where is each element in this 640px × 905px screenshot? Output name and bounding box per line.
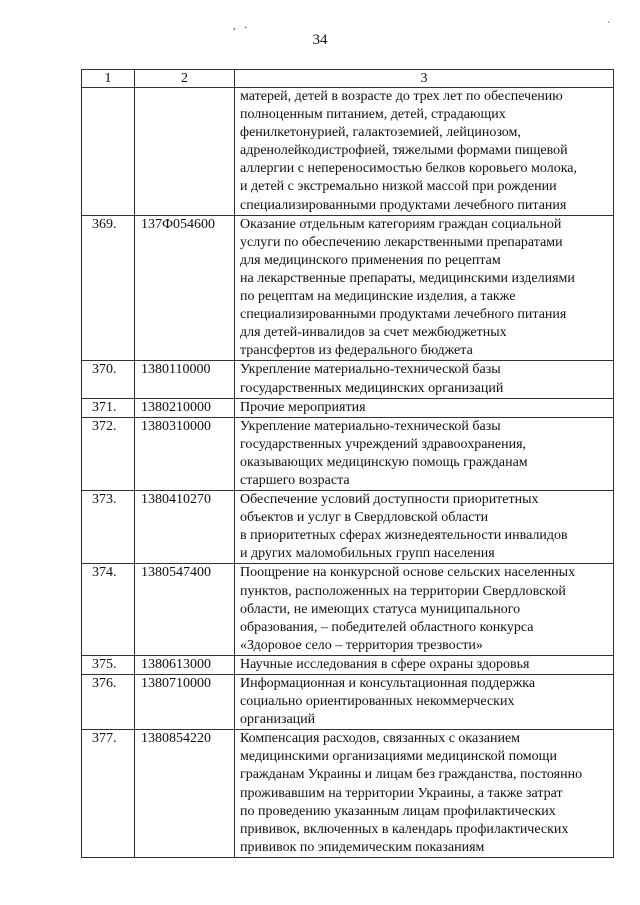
description-line: оказывающих медицинскую помощь гражданам (240, 454, 528, 470)
row-code: 1380613000 (135, 655, 235, 674)
page-number: 34 (312, 32, 328, 48)
row-number (82, 88, 135, 216)
description-line: фенилкетонурией, галактоземией, лейцинозом, (240, 125, 521, 141)
description-line: Прочие мероприятия (240, 399, 366, 415)
row-number: 373. (82, 491, 135, 564)
row-code: 1380410270 (135, 491, 235, 564)
description-line: аллергии с непереносимостью белков коровьего молока, (240, 161, 578, 177)
description-line: специализированными продуктами лечебного питания (240, 197, 567, 213)
row-number: 372. (82, 417, 135, 490)
description-line: трансфертов из федерального бюджета (240, 343, 473, 359)
row-description (235, 417, 614, 490)
description-line: государственных учреждений здравоохранения, (240, 436, 527, 452)
row-description (235, 361, 614, 398)
scan-mark: · (244, 23, 248, 34)
description-line: в приоритетных сферах жизнедеятельности инвалидов (240, 528, 568, 544)
row-description (235, 491, 614, 564)
description-line: старшего возраста (240, 472, 350, 488)
description-line: Информационная и консультационная поддержка (240, 676, 536, 691)
row-code: 137Ф054600 (135, 215, 235, 361)
description-line: и других маломобильных групп населения (240, 546, 495, 562)
description-line: по проведению указанным лицам профилактических (240, 803, 556, 819)
description-line: Научные исследования в сфере охраны здоровья (240, 656, 530, 672)
description-line: области, не имеющих статуса муниципального (240, 601, 521, 617)
description-line: социально ориентированных некоммерческих (240, 694, 515, 710)
table-row (82, 655, 614, 674)
table-row (82, 564, 614, 655)
row-code: 1380110000 (135, 361, 235, 398)
description-line: Укрепление материально-технической базы (240, 418, 501, 434)
row-description (235, 675, 614, 730)
description-line: Поощрение на конкурсной основе сельских населенных (240, 565, 576, 581)
description-line: объектов и услуг в Свердловской области (240, 510, 489, 526)
table-row (82, 675, 614, 730)
row-number: 369. (82, 215, 135, 361)
description-line: полноценным питанием, детей, страдающих (240, 107, 506, 123)
description-line: государственных медицинских организаций (240, 380, 504, 396)
description-line: проживавшим на территории Украины, а также затрат (240, 785, 563, 801)
description-line: и детей с экстремально низкой массой при рождении (240, 179, 557, 195)
description-line: медицинскими организациями медицинской помощи (240, 749, 557, 765)
description-line: Оказание отдельным категориям граждан социальной (240, 216, 562, 232)
row-code: 1380854220 (135, 730, 235, 858)
description-line: специализированными продуктами лечебного питания (240, 307, 567, 323)
row-code: 1380547400 (135, 564, 235, 655)
description-line: для детей-инвалидов за счет межбюджетных (240, 325, 507, 341)
row-description (235, 215, 614, 361)
row-description (235, 655, 614, 674)
description-line: «Здоровое село – территория трезвости» (240, 637, 483, 653)
table-row (82, 398, 614, 417)
description-line: для медицинского применения по рецептам (240, 252, 501, 268)
row-code: 1380210000 (135, 398, 235, 417)
description-line: Обеспечение условий доступности приоритетных (240, 492, 539, 508)
row-code: 1380710000 (135, 675, 235, 730)
description-line: пунктов, расположенных на территории Свердловской (240, 583, 566, 599)
description-line: прививок по эпидемическим показаниям (240, 839, 485, 855)
row-number: 375. (82, 655, 135, 674)
description-line: Компенсация расходов, связанных с оказанием (240, 731, 521, 747)
description-line: гражданам Украины и лицам без гражданства, постоянно (240, 767, 583, 783)
table-row (82, 215, 614, 361)
description-line: организаций (240, 712, 316, 728)
row-number: 370. (82, 361, 135, 398)
table-header-row (82, 70, 614, 88)
table-row (82, 730, 614, 858)
scan-mark: , (233, 21, 236, 32)
description-line: прививок, включенных в календарь профилактических (240, 821, 569, 837)
header-col-3: 3 (235, 70, 614, 88)
row-description (235, 730, 614, 858)
description-line: услуги по обеспечению лекарственными препаратами (240, 234, 563, 250)
description-line: по рецептам на медицинские изделия, а также (240, 289, 516, 305)
description-line: Укрепление материально-технической базы (240, 362, 501, 378)
table-row (82, 361, 614, 398)
row-description (235, 88, 614, 216)
table-body (82, 70, 614, 858)
row-number: 377. (82, 730, 135, 858)
table-row-continuation (82, 88, 614, 216)
row-description (235, 564, 614, 655)
description-line: адренолейкодистрофией, тяжелыми формами пищевой (240, 143, 568, 159)
header-col-2: 2 (135, 70, 235, 88)
header-col-1: 1 (82, 70, 135, 88)
row-code (135, 88, 235, 216)
description-line: образования, – победителей областного конкурса (240, 619, 534, 635)
table-row (82, 491, 614, 564)
description-line: матерей, детей в возрасте до трех лет по обеспечению (240, 89, 563, 104)
row-number: 371. (82, 398, 135, 417)
table-row (82, 417, 614, 490)
scan-mark: ` (607, 21, 611, 32)
row-code: 1380310000 (135, 417, 235, 490)
row-description (235, 398, 614, 417)
row-number: 374. (82, 564, 135, 655)
budget-classification-table (81, 69, 614, 858)
row-number: 376. (82, 675, 135, 730)
description-line: на лекарственные препараты, медицинскими изделиями (240, 270, 575, 286)
